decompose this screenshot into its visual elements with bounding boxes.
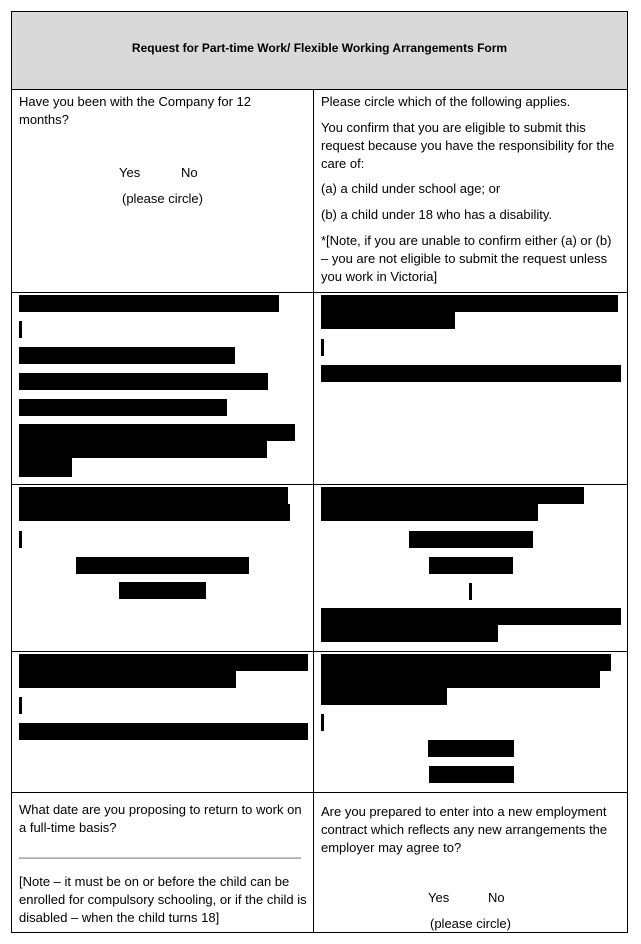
care-note: *[Note, if you are unable to confirm either (a) or (b) – you are not eligible to submit the request unless you work in Victoria] bbox=[321, 233, 612, 284]
redaction-block bbox=[321, 504, 538, 521]
redaction-block bbox=[321, 688, 447, 705]
cell-redacted-2-left bbox=[12, 485, 314, 651]
return-date-blank-line[interactable]: _______________________________________ bbox=[19, 844, 301, 859]
care-instruction: Please circle which of the following applies. bbox=[321, 94, 571, 109]
row-redacted-3 bbox=[12, 652, 627, 793]
tenure-circle-instruction: (please circle) bbox=[122, 191, 203, 206]
redaction-block bbox=[19, 295, 279, 312]
care-option-b[interactable]: (b) a child under 18 who has a disability. bbox=[321, 207, 552, 222]
redaction-block bbox=[19, 487, 288, 504]
redaction-block bbox=[321, 365, 621, 382]
new-contract-question: Are you prepared to enter into a new employment contract which reflects any new arrangements the employer may agree to? bbox=[321, 804, 608, 855]
redaction-block bbox=[76, 557, 249, 574]
row-return-and-contract bbox=[12, 793, 627, 932]
care-confirm-text: You confirm that you are eligible to submit this request because you have the responsibility for the care of: bbox=[321, 120, 615, 171]
redaction-block bbox=[19, 531, 22, 548]
redaction-block bbox=[429, 766, 514, 783]
return-date-question: What date are you proposing to return to work on a full-time basis? bbox=[19, 802, 302, 835]
redaction-block bbox=[19, 321, 22, 338]
cell-redacted-3-right bbox=[314, 652, 627, 792]
redaction-block bbox=[19, 399, 227, 416]
request-form-table bbox=[11, 11, 628, 933]
redaction-block bbox=[321, 339, 324, 356]
redaction-block bbox=[19, 723, 308, 740]
redaction-block bbox=[19, 373, 268, 390]
row-redacted-2 bbox=[12, 485, 627, 652]
redaction-block bbox=[19, 458, 72, 477]
tenure-yes-option[interactable]: Yes bbox=[119, 165, 141, 180]
redaction-block bbox=[19, 347, 235, 364]
redaction-block bbox=[321, 487, 584, 504]
redaction-block bbox=[428, 740, 514, 757]
redaction-block bbox=[321, 295, 618, 312]
row-eligibility bbox=[12, 90, 627, 293]
redaction-block bbox=[19, 504, 290, 521]
redaction-block bbox=[321, 312, 455, 329]
contract-yes-option[interactable]: Yes bbox=[428, 890, 450, 905]
cell-redacted-3-left bbox=[12, 652, 314, 792]
cell-new-contract bbox=[314, 793, 627, 932]
form-title-row bbox=[12, 12, 627, 90]
return-date-note: [Note – it must be on or before the child can be enrolled for compulsory schooling, or if the child is disabled – when the child turns 18] bbox=[19, 874, 307, 925]
row-redacted-1 bbox=[12, 293, 627, 485]
redaction-block bbox=[119, 582, 206, 599]
redaction-block bbox=[469, 583, 472, 600]
cell-redacted-2-right bbox=[314, 485, 627, 651]
redaction-block bbox=[409, 531, 533, 548]
redaction-block bbox=[19, 424, 295, 441]
contract-circle-instruction: (please circle) bbox=[430, 916, 511, 931]
contract-no-option[interactable]: No bbox=[488, 890, 505, 905]
redaction-block bbox=[321, 654, 611, 671]
tenure-no-option[interactable]: No bbox=[181, 165, 198, 180]
cell-tenure-question bbox=[12, 90, 314, 292]
cell-redacted-1-right bbox=[314, 293, 627, 484]
redaction-block bbox=[321, 625, 498, 642]
cell-return-date bbox=[12, 793, 314, 932]
redaction-block bbox=[321, 608, 621, 625]
redaction-block bbox=[19, 441, 267, 458]
redaction-block bbox=[19, 654, 308, 671]
tenure-question: Have you been with the Company for 12 months? bbox=[19, 94, 251, 127]
care-option-a[interactable]: (a) a child under school age; or bbox=[321, 181, 501, 196]
redaction-block bbox=[429, 557, 513, 574]
form-title: Request for Part-time Work/ Flexible Working Arrangements Form bbox=[131, 40, 508, 55]
cell-care-eligibility bbox=[314, 90, 627, 292]
redaction-block bbox=[19, 697, 22, 714]
cell-redacted-1-left bbox=[12, 293, 314, 484]
redaction-block bbox=[321, 714, 324, 731]
redaction-block bbox=[19, 671, 236, 688]
redaction-block bbox=[321, 671, 600, 688]
